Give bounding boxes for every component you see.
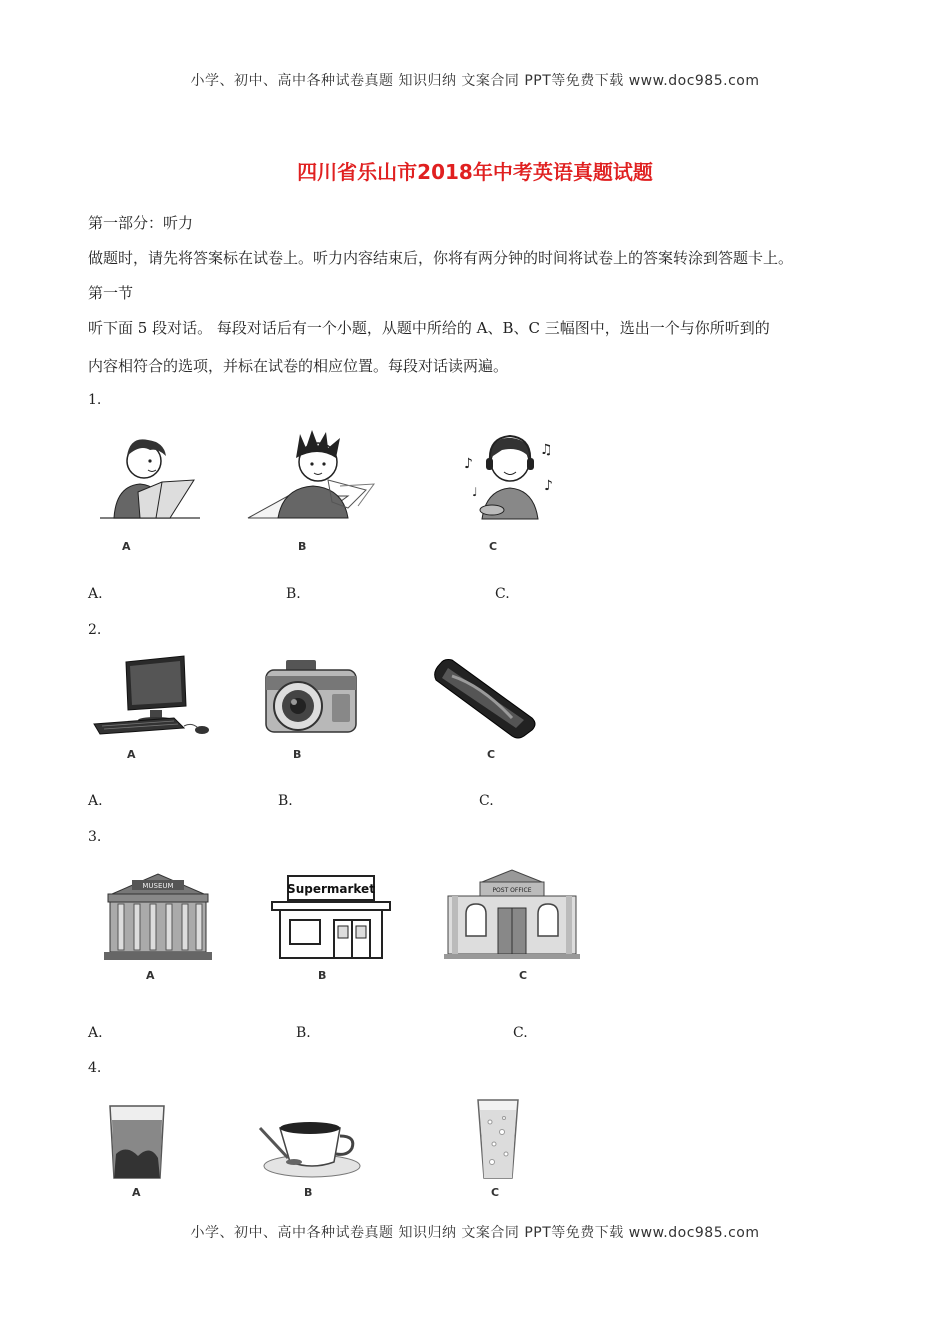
q2-option-c[interactable]: C.	[479, 793, 494, 809]
q3-supermarket-image	[270, 872, 392, 962]
museum-sign: MUSEUM	[142, 882, 174, 890]
q3-pic-label-b: B	[318, 969, 327, 982]
q3-option-c[interactable]: C.	[513, 1025, 528, 1041]
page-footer: 小学、初中、高中各种试卷真题 知识归纳 文案合同 PPT等免费下载 www.doc985.com	[190, 1225, 760, 1241]
q2-pic-label-a: A	[127, 748, 136, 761]
post-office-sign: POST OFFICE	[492, 887, 532, 894]
directions-line-1: 听下面 5 段对话。 每段对话后有一个小题，从题中所给的 A、B、C 三幅图中，选出一个与你所听到的	[88, 319, 770, 337]
q3-option-b[interactable]: B.	[296, 1025, 311, 1041]
q1-option-a[interactable]: A.	[88, 586, 103, 602]
q4-cup-of-coffee-image	[256, 1110, 364, 1180]
svg-text:♫: ♫	[540, 442, 553, 458]
q1-boy-reading-image	[100, 428, 200, 523]
q2-option-a[interactable]: A.	[88, 793, 103, 809]
q3-post-office-image	[444, 868, 580, 960]
part-heading: 第一部分：听力	[88, 214, 194, 232]
q3-pic-label-c: C	[519, 969, 528, 982]
q4-glass-of-tea-image	[108, 1104, 166, 1180]
q2-pic-label-c: C	[487, 748, 496, 761]
q4-pic-label-a: A	[132, 1186, 141, 1199]
q3-option-a[interactable]: A.	[88, 1025, 103, 1041]
q4-pic-label-c: C	[491, 1186, 500, 1199]
q2-option-b[interactable]: B.	[278, 793, 293, 809]
question-3-number: 3.	[88, 829, 102, 845]
q1-boy-playing-image	[248, 428, 383, 523]
exam-title: 四川省乐山市2018年中考英语真题试题	[297, 160, 653, 184]
instruction-text: 做题时，请先将答案标在试卷上。听力内容结束后，你将有两分钟的时间将试卷上的答案转涂到答题卡上。	[88, 249, 794, 267]
q1-boy-listening-image	[462, 424, 557, 524]
q4-glass-of-water-image	[476, 1098, 520, 1180]
q4-pic-label-b: B	[304, 1186, 313, 1199]
q2-pic-label-b: B	[293, 748, 302, 761]
q1-pic-label-a: A	[122, 540, 131, 553]
svg-text:♩: ♩	[472, 485, 478, 499]
q3-pic-label-a: A	[146, 969, 155, 982]
q2-computer-image	[92, 652, 217, 740]
section-heading: 第一节	[88, 284, 134, 302]
q2-camera-image	[262, 656, 362, 738]
q2-smartphone-image	[432, 656, 542, 740]
supermarket-sign: Supermarket	[287, 882, 375, 896]
question-2-number: 2.	[88, 622, 102, 638]
q1-pic-label-b: B	[298, 540, 307, 553]
q1-option-c[interactable]: C.	[495, 586, 510, 602]
svg-text:♪: ♪	[544, 478, 553, 494]
svg-text:♪: ♪	[464, 456, 473, 472]
directions-line-2: 内容相符合的选项，并标在试卷的相应位置。每段对话读两遍。	[88, 357, 509, 375]
q1-pic-label-c: C	[489, 540, 498, 553]
page-header: 小学、初中、高中各种试卷真题 知识归纳 文案合同 PPT等免费下载 www.doc985.com	[190, 73, 760, 89]
q3-museum-image	[102, 870, 214, 962]
question-4-number: 4.	[88, 1060, 102, 1076]
question-1-number: 1.	[88, 392, 102, 408]
q1-option-b[interactable]: B.	[286, 586, 301, 602]
